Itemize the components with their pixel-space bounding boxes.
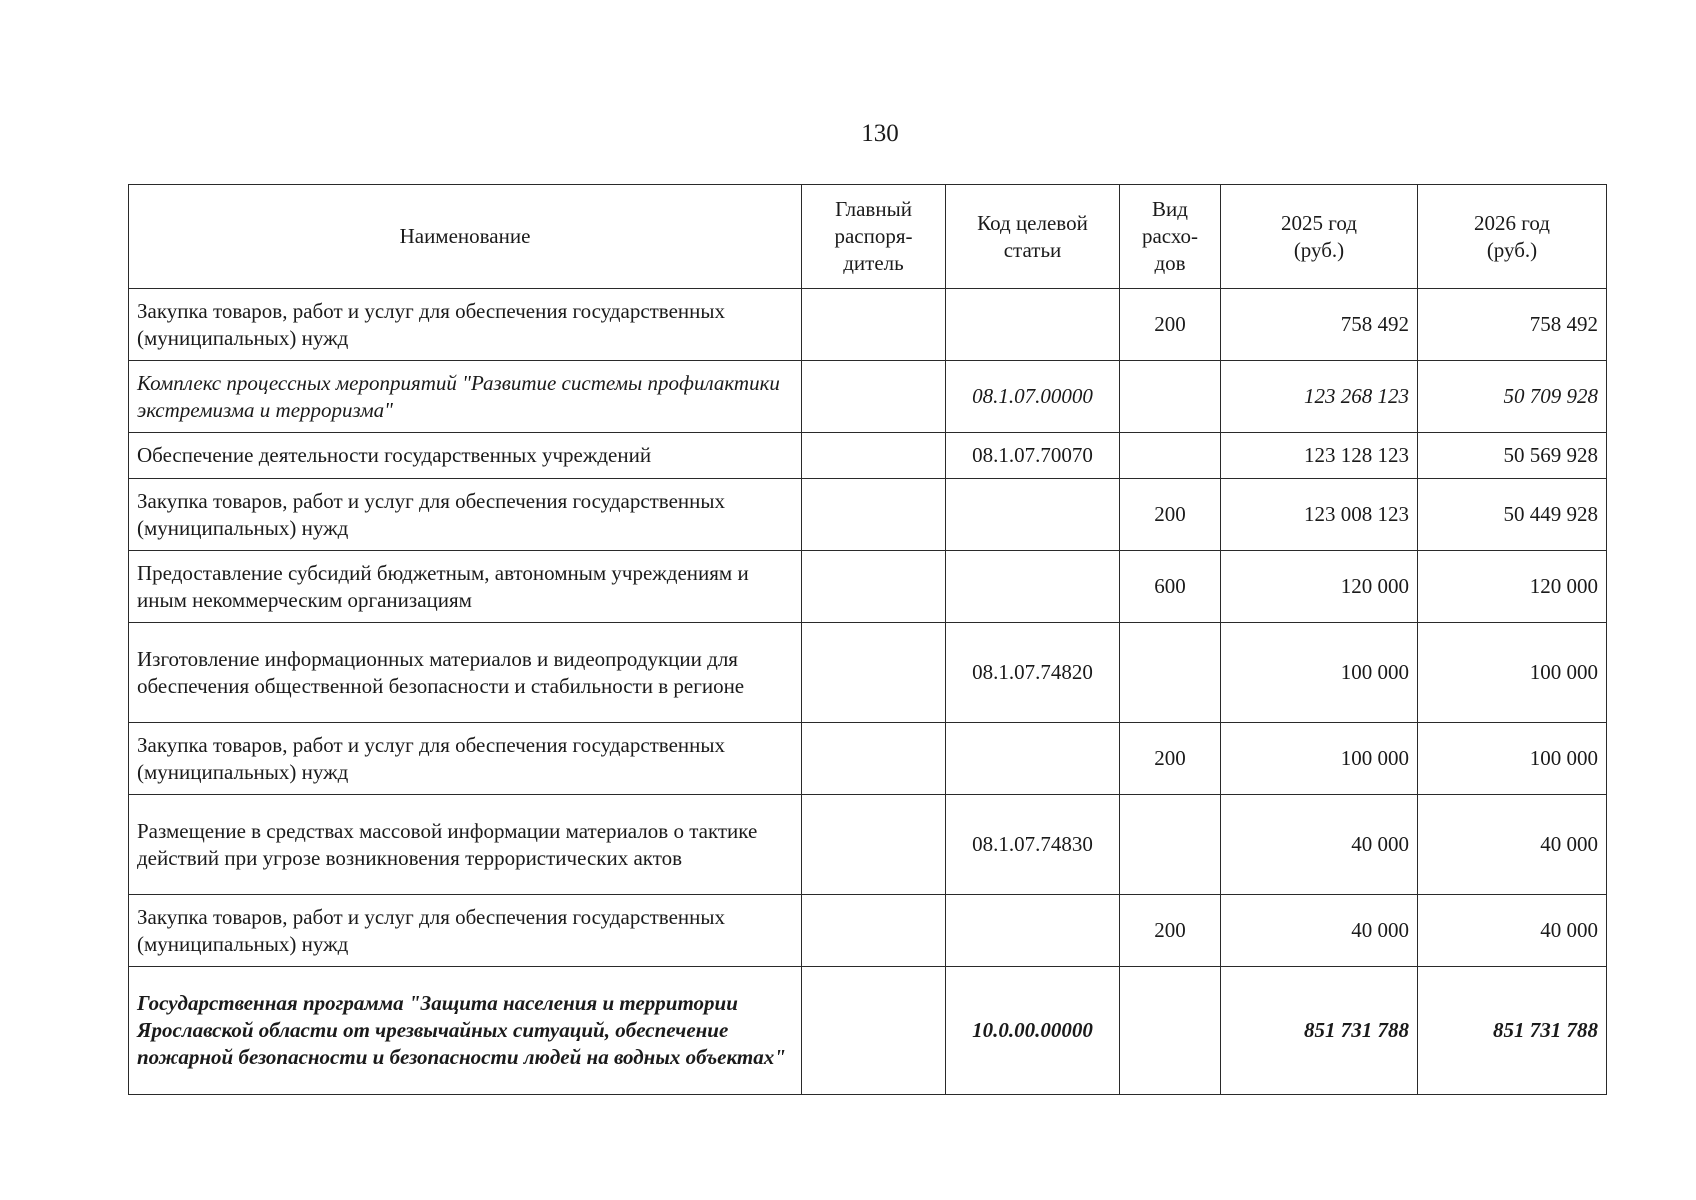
cell-kind	[1120, 433, 1221, 479]
cell-kind	[1120, 795, 1221, 895]
cell-admin	[802, 795, 946, 895]
cell-2026: 50 709 928	[1418, 361, 1607, 433]
cell-2025: 123 008 123	[1221, 479, 1418, 551]
cell-kind: 200	[1120, 289, 1221, 361]
table-row	[129, 895, 1607, 967]
table-row	[129, 967, 1607, 1095]
cell-name: Изготовление информационных материалов и видеопродукции для обеспечения общественной безопасности и стабильности в регионе	[129, 623, 802, 723]
table-row	[129, 795, 1607, 895]
header-code: Код целевой статьи	[946, 185, 1120, 289]
cell-name: Закупка товаров, работ и услуг для обеспечения государственных (муниципальных) нужд	[129, 895, 802, 967]
cell-admin	[802, 623, 946, 723]
cell-2026: 100 000	[1418, 623, 1607, 723]
cell-code	[946, 289, 1120, 361]
cell-code	[946, 479, 1120, 551]
cell-name: Комплекс процессных мероприятий "Развитие системы профилактики экстремизма и терроризма"	[129, 361, 802, 433]
cell-code	[946, 551, 1120, 623]
table-header-row	[129, 185, 1607, 289]
cell-admin	[802, 895, 946, 967]
table-row	[129, 479, 1607, 551]
cell-kind	[1120, 361, 1221, 433]
cell-admin	[802, 723, 946, 795]
cell-2025: 851 731 788	[1221, 967, 1418, 1095]
cell-code: 08.1.07.74830	[946, 795, 1120, 895]
cell-2025: 100 000	[1221, 723, 1418, 795]
table-row	[129, 723, 1607, 795]
cell-2025: 123 128 123	[1221, 433, 1418, 479]
table-row	[129, 551, 1607, 623]
header-name: Наименование	[129, 185, 802, 289]
cell-admin	[802, 433, 946, 479]
cell-admin	[802, 479, 946, 551]
cell-2026: 851 731 788	[1418, 967, 1607, 1095]
cell-2025: 758 492	[1221, 289, 1418, 361]
header-admin: Главный распоря- дитель	[802, 185, 946, 289]
cell-2026: 40 000	[1418, 895, 1607, 967]
cell-kind	[1120, 623, 1221, 723]
cell-code: 10.0.00.00000	[946, 967, 1120, 1095]
cell-code: 08.1.07.70070	[946, 433, 1120, 479]
cell-2026: 40 000	[1418, 795, 1607, 895]
cell-name: Государственная программа "Защита населения и территории Ярославской области от чрезвычайных ситуаций, обеспечение пожарной безопасности и безопасности людей на водных объектах"	[129, 967, 802, 1095]
cell-name: Закупка товаров, работ и услуг для обеспечения государственных (муниципальных) нужд	[129, 289, 802, 361]
header-2026: 2026 год (руб.)	[1418, 185, 1607, 289]
cell-kind: 200	[1120, 479, 1221, 551]
cell-admin	[802, 361, 946, 433]
cell-name: Предоставление субсидий бюджетным, автономным учреждениям и иным некоммерческим организациям	[129, 551, 802, 623]
cell-name: Обеспечение деятельности государственных учреждений	[129, 433, 802, 479]
header-kind: Вид расхо- дов	[1120, 185, 1221, 289]
cell-2025: 123 268 123	[1221, 361, 1418, 433]
table-row	[129, 433, 1607, 479]
cell-2025: 100 000	[1221, 623, 1418, 723]
cell-2026: 120 000	[1418, 551, 1607, 623]
cell-name: Закупка товаров, работ и услуг для обеспечения государственных (муниципальных) нужд	[129, 479, 802, 551]
table-body	[129, 289, 1607, 1095]
cell-code	[946, 895, 1120, 967]
cell-name: Размещение в средствах массовой информации материалов о тактике действий при угрозе возникновения террористических актов	[129, 795, 802, 895]
cell-kind	[1120, 967, 1221, 1095]
cell-kind: 200	[1120, 723, 1221, 795]
cell-admin	[802, 289, 946, 361]
cell-code: 08.1.07.00000	[946, 361, 1120, 433]
cell-name: Закупка товаров, работ и услуг для обеспечения государственных (муниципальных) нужд	[129, 723, 802, 795]
cell-admin	[802, 967, 946, 1095]
page-number: 130	[861, 120, 899, 147]
cell-2025: 40 000	[1221, 895, 1418, 967]
table-row	[129, 623, 1607, 723]
table-row	[129, 289, 1607, 361]
cell-code: 08.1.07.74820	[946, 623, 1120, 723]
cell-2025: 40 000	[1221, 795, 1418, 895]
cell-2026: 758 492	[1418, 289, 1607, 361]
cell-2026: 50 449 928	[1418, 479, 1607, 551]
cell-kind: 600	[1120, 551, 1221, 623]
cell-code	[946, 723, 1120, 795]
cell-2026: 100 000	[1418, 723, 1607, 795]
header-2025: 2025 год (руб.)	[1221, 185, 1418, 289]
table-row	[129, 361, 1607, 433]
cell-admin	[802, 551, 946, 623]
cell-2025: 120 000	[1221, 551, 1418, 623]
cell-kind: 200	[1120, 895, 1221, 967]
budget-table	[128, 184, 1607, 1095]
cell-2026: 50 569 928	[1418, 433, 1607, 479]
